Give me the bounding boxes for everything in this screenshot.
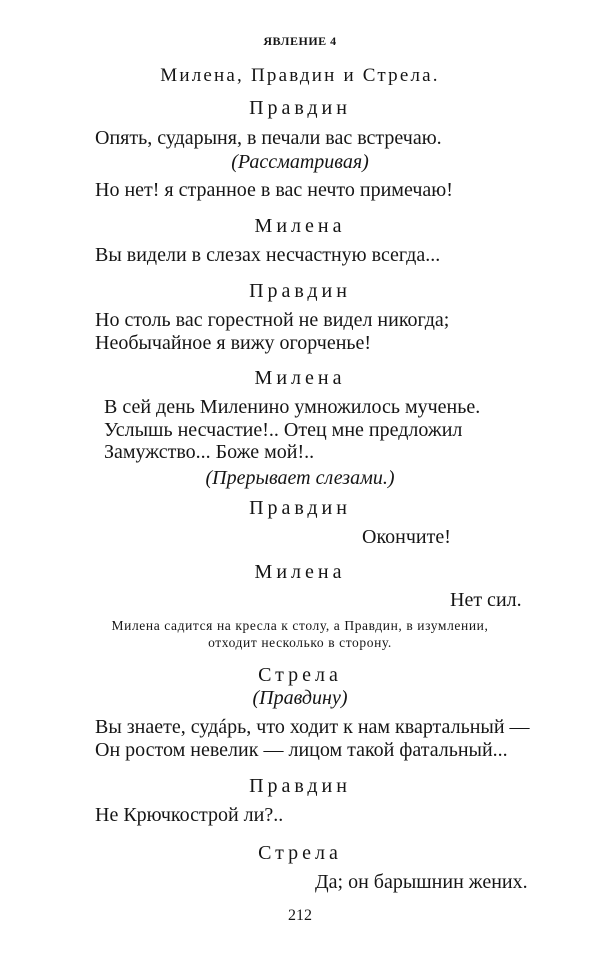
speaker-name: Правдин [249, 280, 351, 302]
verse-line: Опять, сударыня, в печали вас встречаю. [95, 127, 442, 149]
stage-direction: (Рассматривая) [231, 151, 369, 173]
speaker-name: Стрела [258, 664, 342, 686]
verse-line: Замужство... Боже мой!.. [104, 441, 315, 463]
speaker-name: Правдин [249, 775, 351, 797]
stage-note: Милена садится на кресла к столу, а Правдин, в изумлении, [111, 618, 489, 633]
verse-line: Нет сил. [450, 589, 522, 611]
speaker-name: Правдин [249, 97, 351, 119]
stage-direction: (Правдину) [252, 687, 348, 709]
verse-line: Не Крючкострой ли?.. [95, 804, 284, 826]
verse-line: Но столь вас горестной не видел никогда; [95, 309, 450, 331]
verse-line: Необычайное я вижу огорченье! [95, 332, 372, 354]
verse-line: Но нет! я странное в вас нечто примечаю! [95, 179, 453, 201]
speaker-name: Милена [254, 215, 346, 237]
verse-line: Окончите! [362, 526, 451, 548]
verse-line: В сей день Миленино умножилось мученье. [104, 396, 481, 418]
verse-line: Вы знаете, судáрь, что ходит к нам квартальный — [95, 716, 530, 738]
verse-line: Он ростом невелик — лицом такой фатальный... [95, 739, 508, 761]
verse-line: Да; он барышнин жених. [315, 871, 528, 893]
speaker-name: Милена [254, 561, 346, 583]
verse-line: Услышь несчастие!.. Отец мне предложил [104, 419, 463, 441]
verse-line: Вы видели в слезах несчастную всегда... [95, 244, 441, 266]
cast-list: Милена, Правдин и Стрела. [160, 65, 440, 86]
stage-direction: (Прерывает слезами.) [205, 467, 395, 489]
speaker-name: Правдин [249, 497, 351, 519]
page-number: 212 [288, 907, 312, 924]
speaker-name: Милена [254, 367, 346, 389]
speaker-name: Стрела [258, 842, 342, 864]
scene-title: ЯВЛЕНИЕ 4 [263, 34, 337, 48]
stage-note: отходит несколько в сторону. [208, 635, 392, 650]
